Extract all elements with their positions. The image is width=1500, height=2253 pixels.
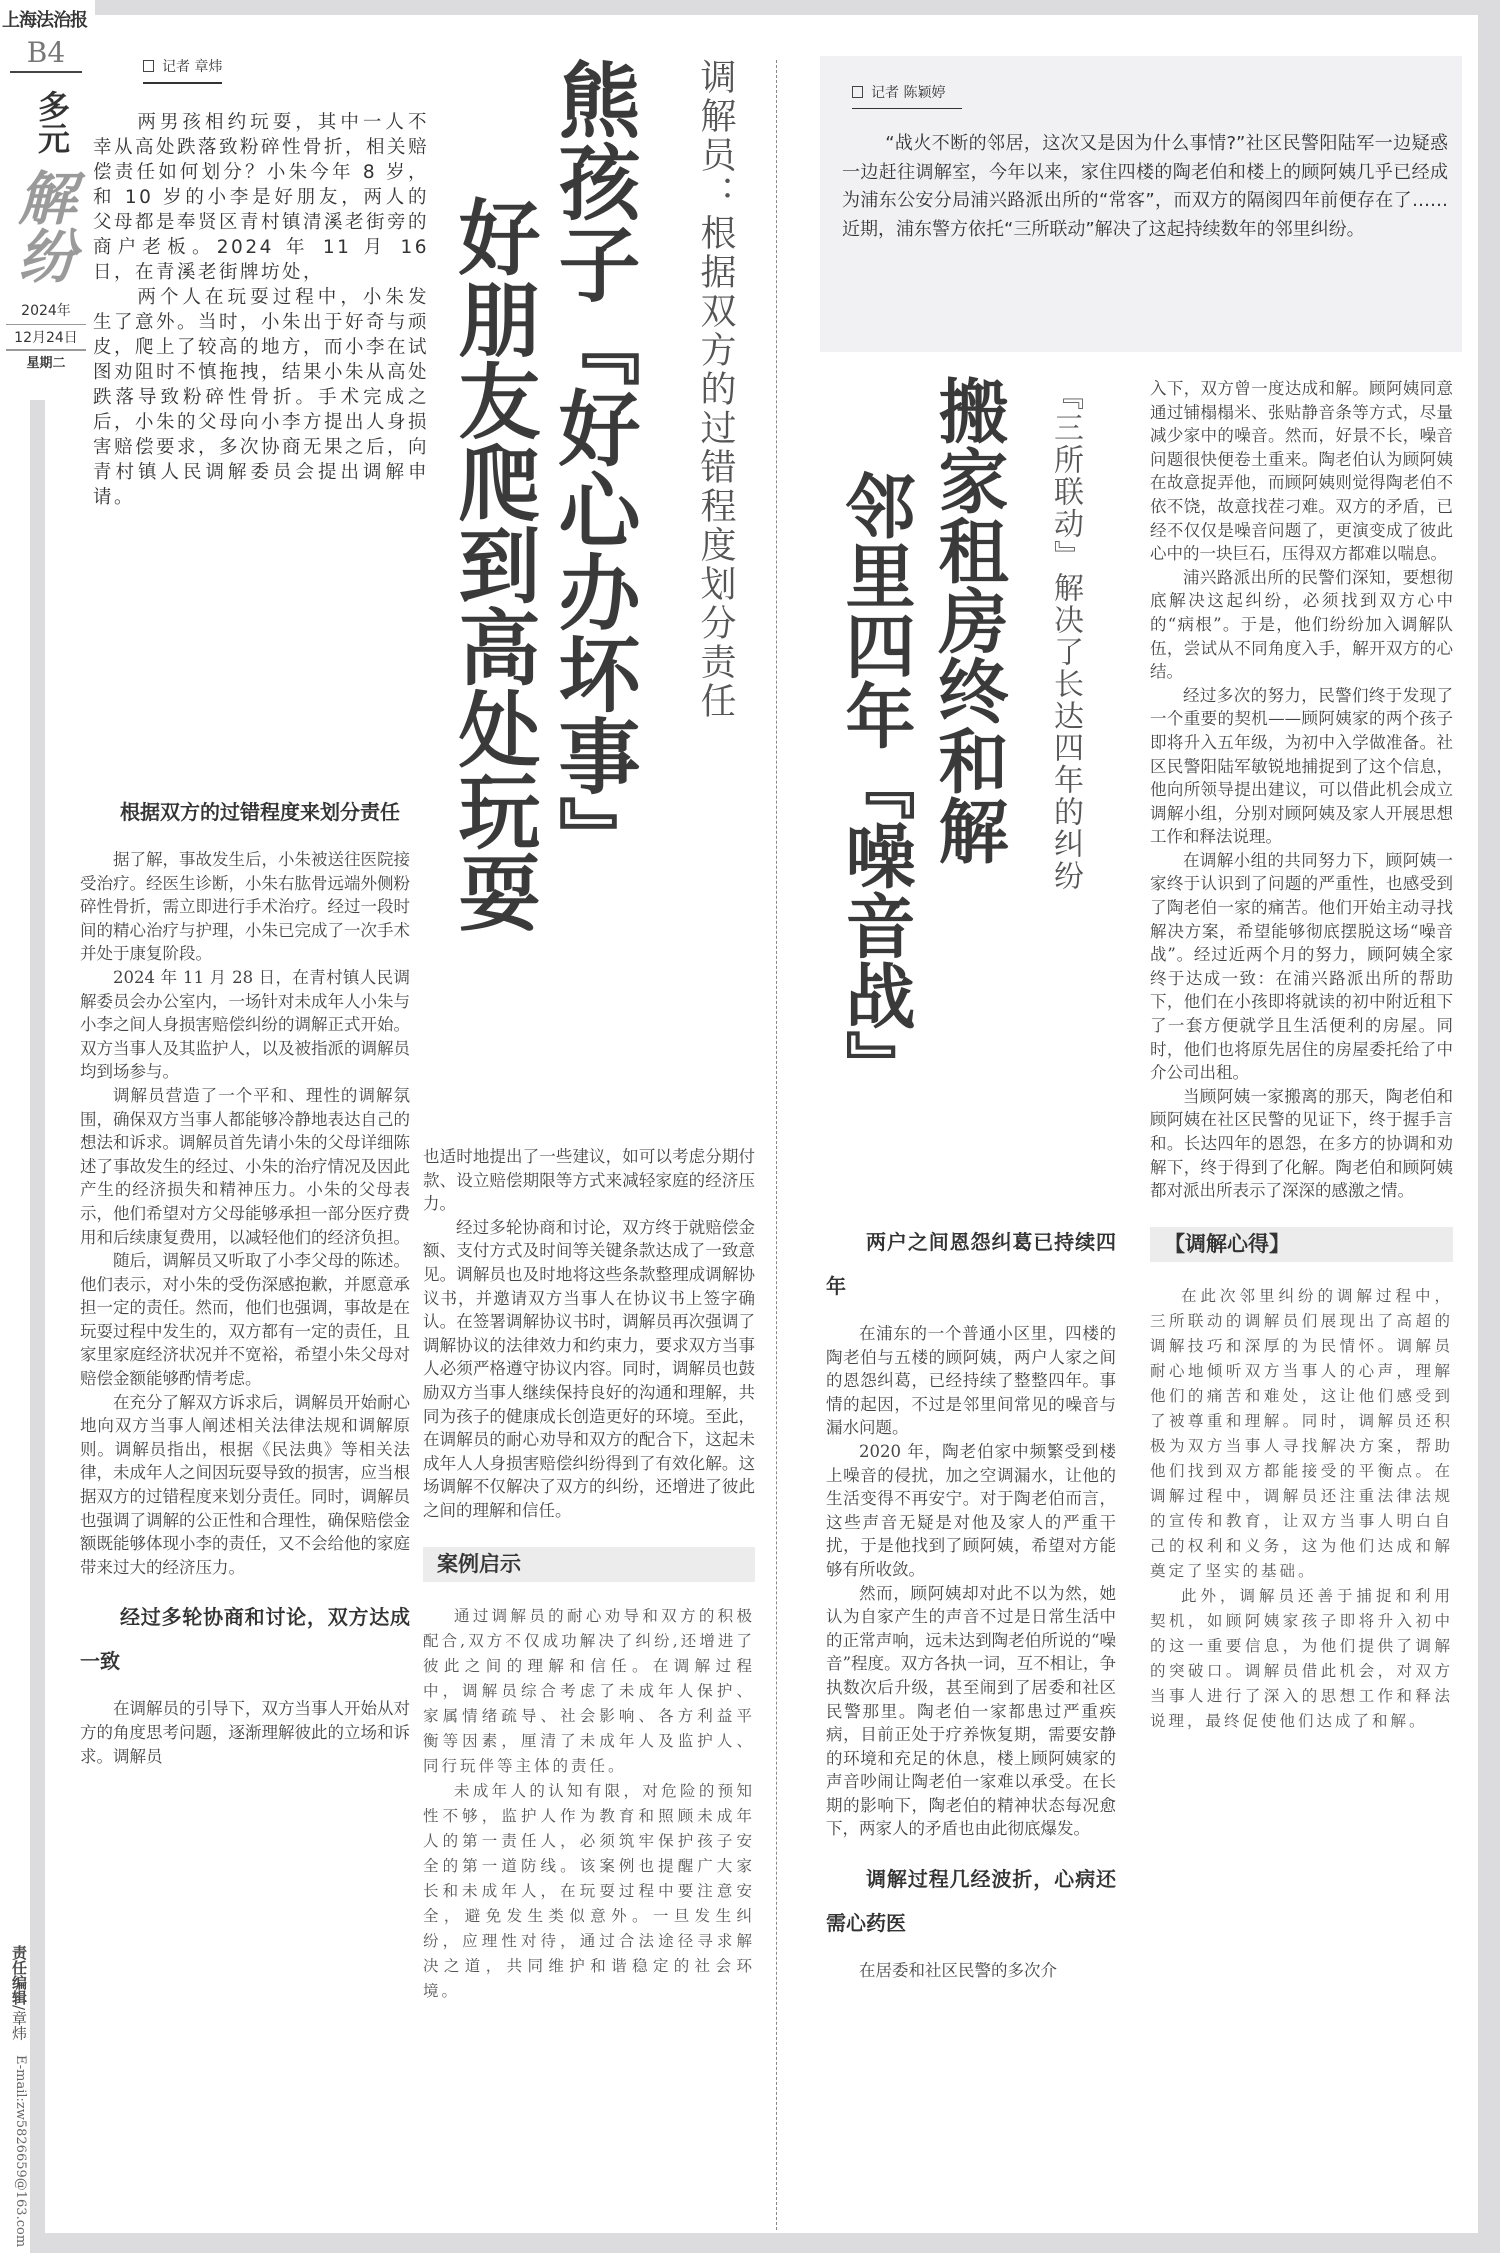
article2-s1-p2: 2020 年，陶老伯家中频繁受到楼上噪音的侵扰，加之空调漏水，让他的生活变得不再安宁。对于陶老伯而言，这些声音无疑是对他及家人的严重干扰，于是他找到了顾阿姨，希望对方能够有所收敛。 bbox=[826, 1441, 1116, 1579]
article1-insight-p2: 未成年人的认知有限，对危险的预知性不够，监护人作为教育和照顾未成年人的第一责任人，必须筑牢保护孩子安全的第一道防线。该案例也提醒广大家长和未成年人，在玩耍过程中要注意安全，避免发生类似意外。一旦发生纠纷，应理性对待，通过合法途径寻求解决之道，共同维护和谐稳定的社会环境。 bbox=[423, 1782, 755, 2001]
article1-byline bbox=[143, 56, 222, 84]
article2-s2-p1: 在居委和社区民警的多次介 bbox=[859, 1961, 1057, 1981]
article1-col2 bbox=[423, 1145, 755, 2004]
article1-lede-p1: 两男孩相约玩耍，其中一人不幸从高处跌落致粉碎性骨折，相关赔偿责任如何划分？小朱今年 8 岁，和 10 岁的小李是好朋友，两人的父母都是奉贤区青村镇清溪老街旁的商户老板。2024 年 11 月 16 日，在青溪老街牌坊处， bbox=[93, 112, 430, 283]
byline-square-icon bbox=[143, 60, 154, 72]
article1-section1-heading: 根据双方的过错程度来划分责任 bbox=[120, 800, 400, 824]
article2-s2-p2: 浦兴路派出所的民警们深知，要想彻底解决这起纠纷，必须找到双方心中的“病根”。于是，他们纷纷加入调解队伍，尝试从不同角度入手，解开双方的心结。 bbox=[1150, 567, 1453, 682]
article1-s2-p1-cont: 也适时地提出了一些建议，如可以考虑分期付款、设立赔偿期限等方式来减轻家庭的经济压力。 bbox=[423, 1147, 755, 1214]
column-divider bbox=[776, 60, 777, 2230]
article1-s1-p2: 2024 年 11 月 28 日，在青村镇人民调解委员会办公室内，一场针对未成年人小朱与小李之间人身损害赔偿纠纷的调解正式开始。双方当事人及其监护人，以及被指派的调解员均到场参与。 bbox=[80, 967, 410, 1082]
article1-insight-p1: 通过调解员的耐心劝导和双方的积极配合,双方不仅成功解决了纠纷,还增进了彼此之间的理解和信任。在调解过程中，调解员综合考虑了未成年人保护、家属情绪疏导、社会影响、各方利益平衡等因素，厘清了未成年人及监护人、同行玩伴等主体的责任。 bbox=[423, 1607, 755, 1776]
article2-subtitle: 『三所联动』解决了长达四年的纠纷 bbox=[1048, 380, 1083, 892]
section-title-line2: 解纷 bbox=[8, 168, 76, 284]
article1-s1-p3: 调解员营造了一个平和、理性的调解氛围，确保双方当事人都能够冷静地表达自己的想法和诉求。调解员首先请小朱的父母详细陈述了事故发生的经过、小朱的治疗情况及因此产生的经济损失和精神压力。小朱的父母表示，他们希望对方父母能够承担一部分医疗费用和后续康复费用，以减轻他们的经济负担。 bbox=[80, 1085, 410, 1247]
article1-s2-p2: 经过多轮协商和讨论，双方终于就赔偿金额、支付方式及时间等关键条款达成了一致意见。调解员也及时地将这些条款整理成调解协议书，并邀请双方当事人在协议书上签字确认。在签署调解协议书时，调解员再次强调了调解协议的法律效力和约束力，要求双方当事人必须严格遵守协议内容。同时，调解员也鼓励双方当事人继续保持良好的沟通和理解，共同为孩子的健康成长创造更好的环境。至此，在调解员的耐心劝导和双方的配合下，这起未成年人人身损害赔偿纠纷得到了有效化解。这场调解不仅解决了双方的纠纷，还增进了彼此之间的理解和信任。 bbox=[423, 1217, 755, 1520]
article1-lede bbox=[93, 110, 429, 510]
article1-col1 bbox=[80, 790, 410, 1768]
article2-section1-heading: 两户之间恩怨纠葛已持续四年 bbox=[826, 1230, 1116, 1298]
article2-lede-text: “战火不断的邻居，这次又是因为什么事情?”社区民警阳陆军一边疑惑一边赶往调解室，今年以来，家住四楼的陶老伯和楼上的顾阿姨几乎已经成为浦东公安分局浦兴路派出所的“常客”，而双方的隔阂四年前便存在了……近期，浦东警方依托“三所联动”解决了这起持续数年的邻里纠纷。 bbox=[842, 133, 1448, 240]
article2-lede bbox=[842, 130, 1448, 244]
article1-insight-heading: 案例启示 bbox=[423, 1547, 755, 1583]
byline-square-icon bbox=[852, 86, 863, 98]
issue-year: 2024年 bbox=[21, 303, 71, 319]
editor-name: /章炜 bbox=[10, 2005, 28, 2041]
article1-section2-heading: 经过多轮协商和讨论，双方达成一致 bbox=[80, 1605, 410, 1674]
editor-email[interactable]: E-mail:zw5826659@163.com bbox=[13, 2055, 28, 2248]
article1-lede-p2: 两个人在玩耍过程中，小朱发生了意外。当时，小朱出于好奇与顽皮，爬上了较高的地方，而小李在试图劝阻时不慎拖拽，结果小朱从高处跌落导致粉碎性骨折。手术完成之后，小朱的父母向小李方提出人身损害赔偿要求，多次协商无果之后，向青村镇人民调解委员会提出调解申请。 bbox=[93, 287, 430, 508]
article2-insight-p2: 此外，调解员还善于捕捉和利用契机，如顾阿姨家孩子即将升入初中的这一重要信息，为他们提供了调解的突破口。调解员借此机会，对双方当事人进行了深入的思想工作和释法说理，最终促使他们达成了和解。 bbox=[1150, 1587, 1453, 1731]
responsible-editor bbox=[8, 1945, 28, 2040]
article1-s2-p1: 在调解员的引导下，双方当事人开始从对方的角度思考问题，逐渐理解彼此的立场和诉求。调解员 bbox=[80, 1699, 410, 1766]
article2-headline-line2: 邻里四年『噪音战』 bbox=[834, 470, 917, 1100]
article1-headline-line1: 熊孩子『好心办坏事』 bbox=[545, 58, 641, 878]
article1-s1-p4: 随后，调解员又听取了小李父母的陈述。他们表示，对小朱的受伤深感抱歉，并愿意承担一定的责任。然而，他们也强调，事故是在玩耍过程中发生的，双方都有一定的责任，且家里家庭经济状况并不宽裕，希望小朱父母对赔偿金额能够酌情考虑。 bbox=[80, 1251, 410, 1389]
article2-col1 bbox=[826, 1220, 1116, 1983]
article1-subtitle: 调解员：根据双方的过错程度划分责任 bbox=[695, 58, 736, 721]
editor-label: 责任编辑 bbox=[10, 1945, 28, 2005]
issue-date: 12月24日 bbox=[6, 324, 86, 351]
article1-byline-text: 记者 章炜 bbox=[162, 59, 223, 75]
article2-s2-p5: 当顾阿姨一家搬离的那天，陶老伯和顾阿姨在社区民警的见证下，终于握手言和。长达四年的恩怨，在多方的协调和劝解下，终于得到了化解。陶老伯和顾阿姨都对派出所表示了深深的感激之情。 bbox=[1150, 1086, 1453, 1201]
article2-s2-p4: 在调解小组的共同努力下，顾阿姨一家终于认识到了问题的严重性，也感受到了陶老伯一家的痛苦。他们开始主动寻找解决方案，希望能够彻底摆脱这场“噪音战”。经过近两个月的努力，顾阿姨全家终于达成一致：在浦兴路派出所的帮助下，他们在小孩即将就读的初中附近租下了一套方便就学且生活便利的房屋。同时，他们也将原先居住的房屋委托给了中介公司出租。 bbox=[1150, 850, 1453, 1083]
article2-insight-heading: 【调解心得】 bbox=[1150, 1227, 1453, 1263]
article2-s1-p1: 在浦东的一个普通小区里，四楼的陶老伯与五楼的顾阿姨，两户人家之间的恩怨纠葛，已经持续了整整四年。事情的起因，不过是邻里间常见的噪音与漏水问题。 bbox=[826, 1324, 1116, 1438]
section-title-line1: 多元 bbox=[33, 90, 71, 154]
article1-headline-line2: 好朋友爬到高处玩耍 bbox=[445, 195, 541, 933]
article2-insight-p1: 在此次邻里纠纷的调解过程中，三所联动的调解员们展现出了高超的调解技巧和深厚的为民情怀。调解员耐心地倾听双方当事人的心声，理解他们的痛苦和难处，这让他们感受到了被尊重和理解。同时，调解员还积极为双方当事人寻找解决方案，帮助他们找到双方都能接受的平衡点。在调解过程中，调解员还注重法律法规的宣传和教育，让双方当事人明白自己的权利和义务，这为他们达成和解奠定了坚实的基础。 bbox=[1150, 1287, 1453, 1581]
issue-weekday: 星期二 bbox=[26, 356, 66, 371]
article2-col2 bbox=[1150, 377, 1453, 1734]
page-number: B4 bbox=[10, 36, 82, 73]
article1-s1-p5: 在充分了解双方诉求后，调解员开始耐心地向双方当事人阐述相关法律法规和调解原则。调解员指出，根据《民法典》等相关法律，未成年人之间因玩耍导致的损害，应当根据双方的过错程度来划分责任。同时，调解员也强调了调解的公正性和合理性，确保赔偿金额既能够体现小李的责任，又不会给他的家庭带来过大的经济压力。 bbox=[80, 1392, 410, 1577]
article2-s2-p1-cont: 入下，双方曾一度达成和解。顾阿姨同意通过铺榻榻米、张贴静音条等方式，尽量减少家中的噪音。然而，好景不长，噪音问题很快便卷土重来。陶老伯认为顾阿姨在故意捉弄他，而顾阿姨则觉得陶老伯不依不饶，故意找茬刁难。双方的矛盾，已经不仅仅是噪音问题了，更演变成了彼此心中的一块巨石，压得双方都难以喘息。 bbox=[1150, 379, 1453, 564]
article1-s1-p1: 据了解，事故发生后，小朱被送往医院接受治疗。经医生诊断，小朱右肱骨远端外侧粉碎性骨折，需立即进行手术治疗。经过一段时间的精心治疗与护理，小朱已完成了一次手术并处于康复阶段。 bbox=[80, 850, 410, 964]
article2-s1-p3: 然而，顾阿姨却对此不以为然，她认为自家产生的声音不过是日常生活中的正常声响，远未达到陶老伯所说的“噪音”程度。双方各执一词，互不相让，争执数次后升级，甚至闹到了居委和社区民警那里。陶老伯一家都患过严重疾病，目前正处于疗养恢复期，需要安静的环境和充足的休息，楼上顾阿姨家的声音吵闹让陶老伯一家难以承受。在长期的影响下，陶老伯的精神状态每况愈下，两家人的矛盾也由此彻底爆发。 bbox=[826, 1583, 1116, 1839]
article2-headline-line1: 搬家租房终和解 bbox=[927, 375, 1010, 865]
newspaper-masthead: 上海法治报 bbox=[2, 10, 87, 31]
article2-byline bbox=[852, 82, 962, 109]
article2-byline-text: 记者 陈颖婷 bbox=[871, 85, 946, 101]
article2-section2-heading: 调解过程几经波折，心病还需心药医 bbox=[826, 1867, 1116, 1936]
article2-s2-p3: 经过多次的努力，民警们终于发现了一个重要的契机——顾阿姨家的两个孩子即将升入五年级，为初中入学做准备。社区民警阳陆军敏锐地捕捉到了这个信息，他向所领导提出建议，可以借此机会成立调解小组，分别对顾阿姨及家人开展思想工作和释法说理。 bbox=[1150, 685, 1453, 847]
